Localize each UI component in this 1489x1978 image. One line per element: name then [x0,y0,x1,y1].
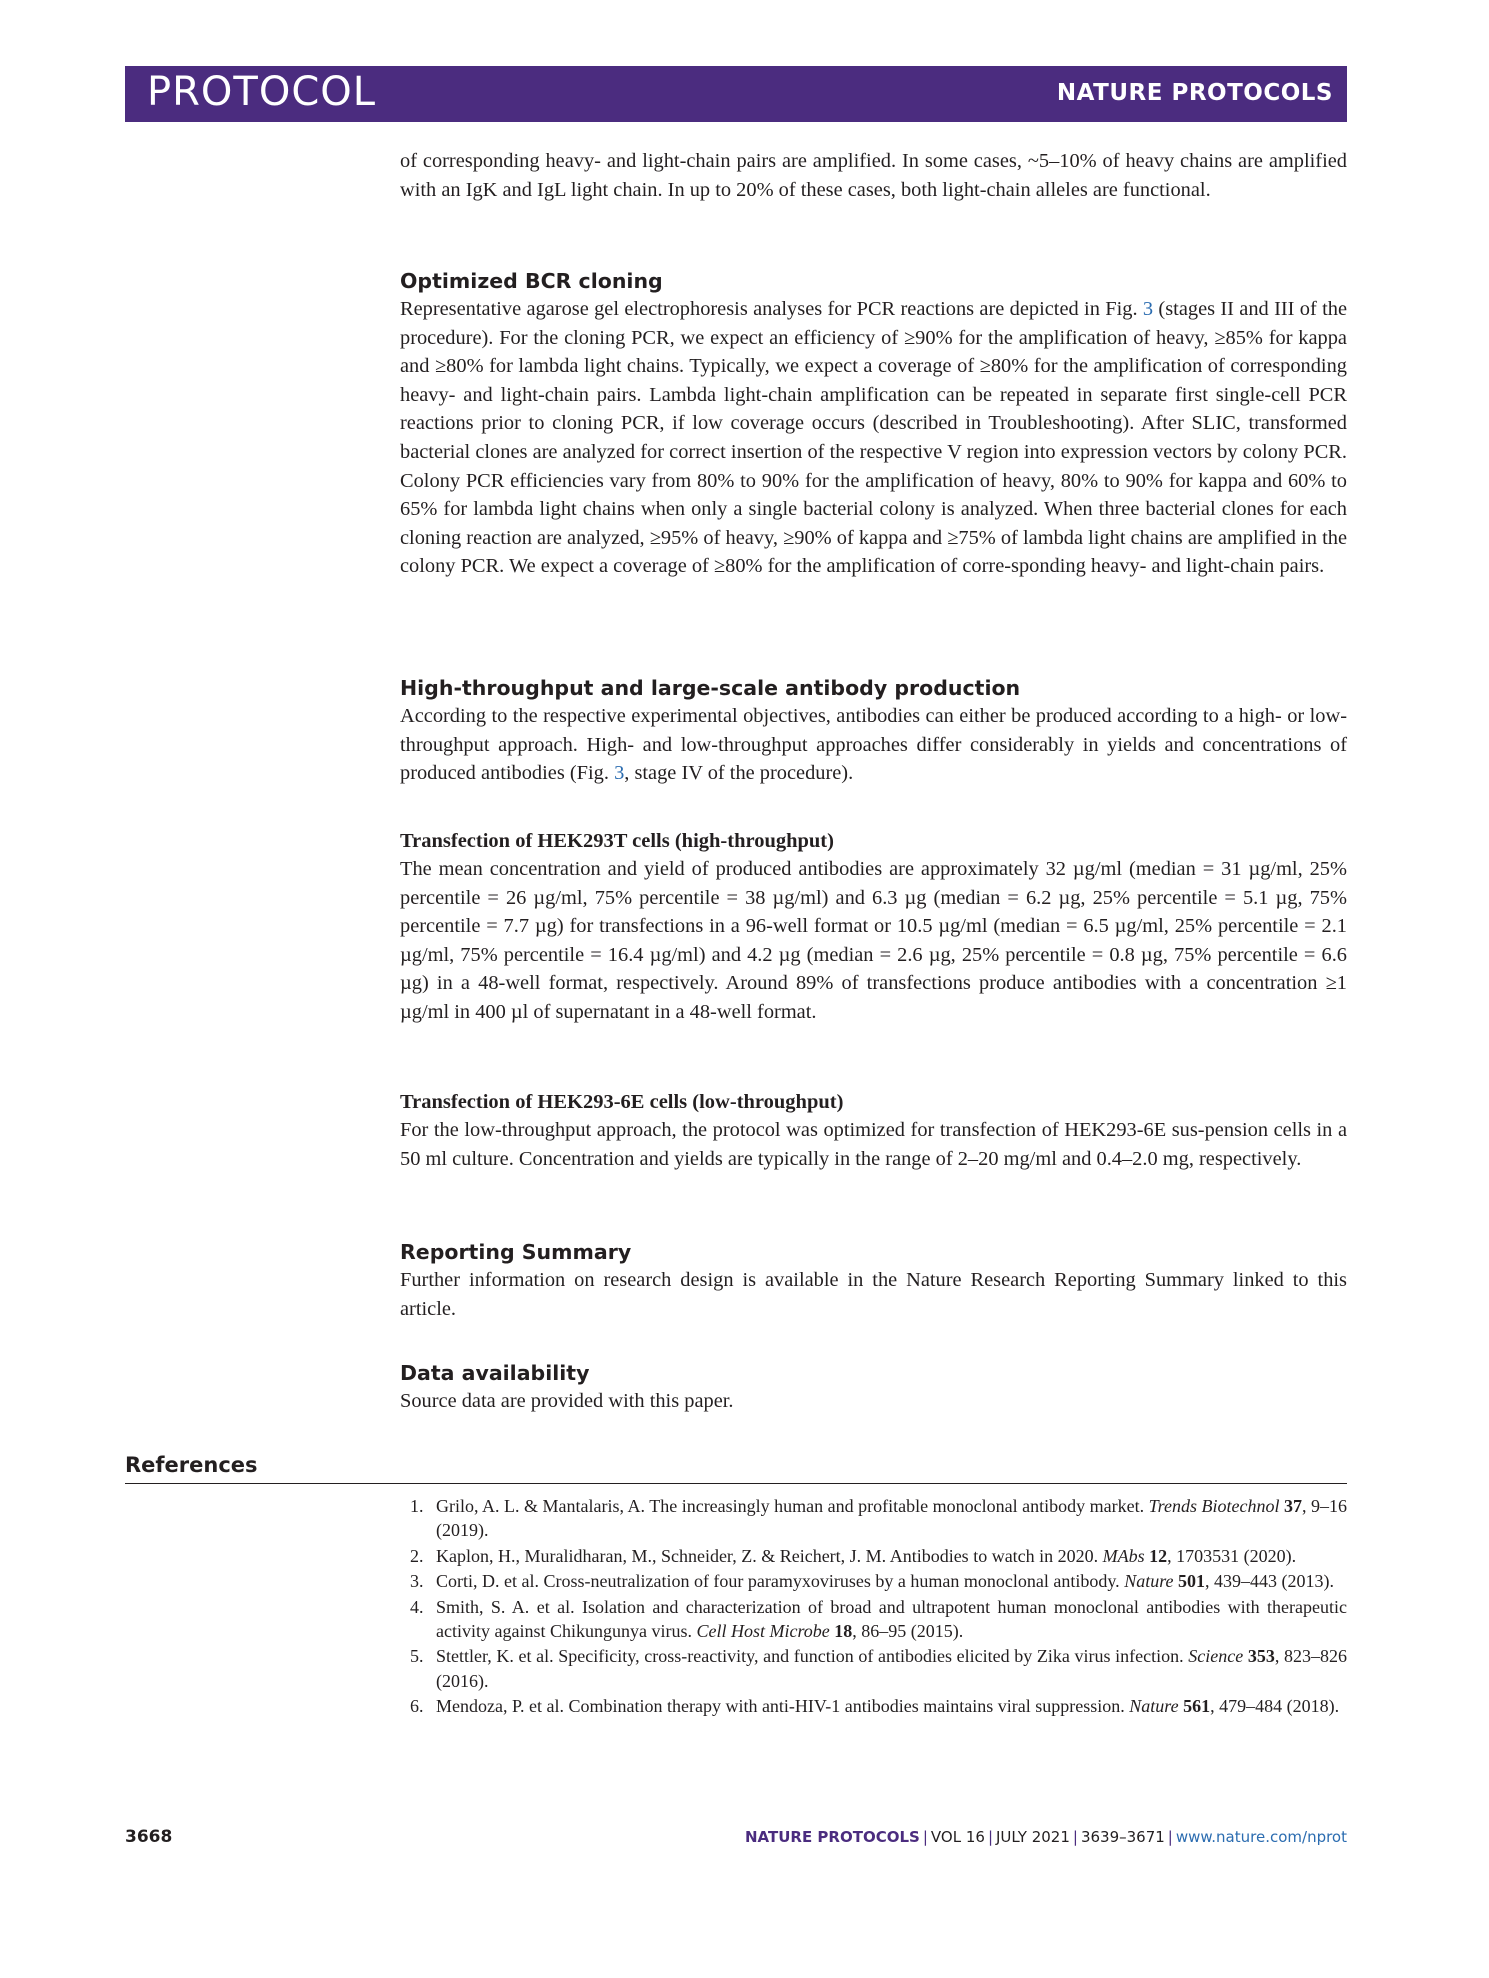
reference-item: 5. Stettler, K. et al. Specificity, cross-reactivity, and function of antibodies elicited by Zika virus infection. Science 353, 823–826 (2016). [410,1646,1348,1691]
subsection-hek2936e [400,1088,1347,1173]
intro-block [400,147,1347,204]
footer-pages: 3639–3671 [1080,1828,1165,1846]
reference-item: 4. Smith, S. A. et al. Isolation and characterization of broad and ultrapotent human monoclonal antibodies with therapeutic activity against Chikungunya virus. Cell Host Microbe 18, 86–95 (2015). [410,1596,1347,1641]
header-banner [125,66,1347,122]
subsection-paragraph: For the low-throughput approach, the protocol was optimized for transfection of HEK293-6E sus-pension cells in a 50 ml culture. Concentration and yields are typically in the range of 2–20 mg/ml and 0.4–2.0 mg, respectively. [400,1119,1347,1170]
journal-name: NATURE PROTOCOLS [1056,80,1333,106]
section-reporting-summary [400,1238,1347,1323]
subsection-heading: Transfection of HEK293-6E cells (low-throughput) [400,1091,844,1113]
footer-volume: VOL 16 [930,1828,985,1846]
reference-item: 2. Kaplon, H., Muralidharan, M., Schneider, Z. & Reichert, J. M. Antibodies to watch in 2020. MAbs 12, 1703531 (2020). [410,1545,1297,1566]
section-heading: Optimized BCR cloning [400,269,663,293]
footer-date: JULY 2021 [996,1828,1070,1846]
reference-list [400,1494,1347,1720]
intro-paragraph: of corresponding heavy- and light-chain pairs are amplified. In some cases, ~5–10% of heavy chains are amplified with an IgK and IgL light chain. In up to 20% of these cases, both light-chain alleles are functional. [400,150,1347,201]
section-bcr-cloning [400,267,1347,581]
figure-link[interactable]: 3 [614,762,625,785]
section-paragraph: Source data are provided with this paper. [400,1390,734,1412]
section-data-availability [400,1359,1347,1416]
section-antibody-production [400,674,1347,788]
section-paragraph: Representative agarose gel electrophoresis analyses for PCR reactions are depicted in Fig. 3 (stages II and III of the procedure). For the cloning PCR, we expect an efficiency of ≥90% for the amplification of heavy, ≥85% for kappa and ≥80% for lambda light chains. Typically, we expect a coverage of ≥80% for the amplification of corresponding heavy- and light-chain pairs. Lambda light-chain amplification can be repeated in separate first single-cell PCR reactions prior to cloning PCR, if low coverage occurs (described in Troubleshooting). After SLIC, transformed bacterial clones are analyzed for correct insertion of the respective V region into expression vectors by colony PCR. Colony PCR efficiencies vary from 80% to 90% for the amplification of heavy, 80% to 90% for kappa and 60% to 65% for lambda light chains when only a single bacterial colony is analyzed. When three bacterial clones for each cloning reaction are analyzed, ≥95% of heavy, ≥90% of kappa and ≥75% of lambda light chains are amplified in the colony PCR. We expect a coverage of ≥80% for the amplification of corre-sponding heavy- and light-chain pairs. [400,298,1348,578]
references-divider [125,1483,1347,1484]
page-number: 3668 [125,1827,173,1847]
reference-item: 3. Corti, D. et al. Cross-neutralization of four paramyxoviruses by a human monoclonal antibody. Nature 501, 439–443 (2013). [410,1571,1335,1592]
article-type-label: PROTOCOL [147,69,377,115]
subsection-hek293t [400,827,1347,1027]
section-paragraph: Further information on research design is available in the Nature Research Reporting Summary linked to this article. [400,1269,1347,1320]
footer-journal: NATURE PROTOCOLS [745,1828,920,1846]
subsection-paragraph: The mean concentration and yield of produced antibodies are approximately 32 µg/ml (median = 31 µg/ml, 25% percentile = 26 µg/ml, 75% percentile = 38 µg/ml) and 6.3 µg (median = 6.2 µg, 25% percentile = 5.1 µg, 75% percentile = 7.7 µg) for transfections in a 96-well format or 10.5 µg/ml (median = 6.5 µg/ml, 25% percentile = 2.1 µg/ml, 75% percentile = 16.4 µg/ml) and 4.2 µg (median = 2.6 µg, 25% percentile = 0.8 µg, 75% percentile = 6.6 µg) in a 48-well format, respectively. Around 89% of transfections produce antibodies with a concentration ≥1 µg/ml in 400 µl of supernatant in a 48-well format. [400,858,1347,1023]
journal-footer: NATURE PROTOCOLS | VOL 16 | JULY 2021 | 3639–3671 | www.nature.com/nprot [745,1828,1347,1846]
section-heading: Data availability [400,1361,590,1385]
section-paragraph: According to the respective experimental objectives, antibodies can either be produced according to a high- or low-throughput approach. High- and low-throughput approaches differ considerably in yields and concentrations of produced antibodies (Fig. 3, stage IV of the procedure). [400,705,1347,785]
footer-url-link[interactable]: www.nature.com/nprot [1175,1828,1347,1846]
reference-item: 1. Grilo, A. L. & Mantalaris, A. The increasingly human and profitable monoclonal antibody market. Trends Biotechnol 37, 9–16 (2019). [410,1496,1348,1541]
figure-link[interactable]: 3 [1142,298,1154,320]
section-heading: Reporting Summary [400,1240,632,1264]
subsection-heading: Transfection of HEK293T cells (high-throughput) [400,830,834,852]
section-heading: High-throughput and large-scale antibody production [400,676,1021,700]
references-heading: References [125,1453,258,1477]
reference-item: 6. Mendoza, P. et al. Combination therapy with anti-HIV-1 antibodies maintains viral suppression. Nature 561, 479–484 (2018). [410,1696,1340,1717]
